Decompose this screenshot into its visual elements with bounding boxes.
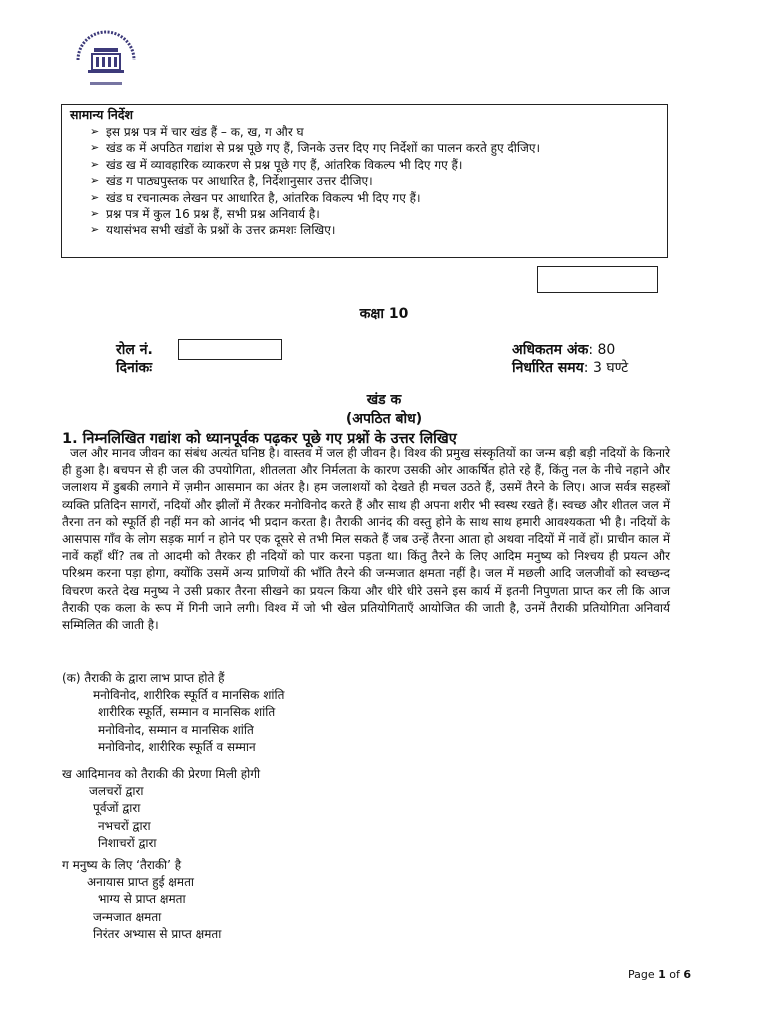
instruction-item: ➢ खंड ग पाठ्यपुस्तक पर आधारित है, निर्देशानुसार उत्तर दीजिए। bbox=[90, 173, 659, 189]
subquestion-c bbox=[62, 857, 221, 943]
max-marks-value: : 80 bbox=[588, 342, 616, 358]
passage: जल और मानव जीवन का संबंध अत्यंत घनिष्ठ है। वास्तव में जल ही जीवन है। विश्व की प्रमुख संस्कृतियों का जन्म बड़ी बड़ी नदियों के किनारे ही हुआ है। बचपन से ही जल की उपयोगिता, शीतलता और निर्मलता के कारण उसकी ओर आकर्षित होते रहे हैं, किंतु नल के नीचे नहाने और जलाशय में डुबकी लगाने में ज़मीन आसमान का अंतर है। हम जलाशयों को देखते ही मचल उठते हैं, उसमें तैरने के लिए। आज सर्वत्र सहस्त्रों व्यक्ति प्रतिदिन सागरों, नदियों और झीलों में तैरकर मनोविनोद करते हैं और साथ ही अपना शरीर भी स्वस्थ रखते हैं। स्वच्छ और शीतल जल में तैरना तन को स्फूर्ति ही नहीं मन को आनंद भी प्रदान करता है। तैराकी आनंद की वस्तु होने के साथ साथ हमारी आवश्यकता भी है। नदियों के आसपास गाँव के लोग सड़क मार्ग न होने पर एक दूसरे से तभी मिल सकते हैं जब उन्हें तैरना आता हो अथवा नदियों में नावें हों। प्राचीन काल में नावें कहाँ थीं? तब तो आदमी को तैरकर ही नदियों को पार करना पड़ता था। किंतु तैरने के लिए आदिम मनुष्य को निश्चय ही प्रयत्न और परिश्रम करना पड़ा होगा, क्योंकि उसमें अन्य प्राणियों की भाँति तैरने की जन्मजात क्षमता नहीं है। जल में मछली आदि जलजीवों को स्वच्छन्द विचरण करते देख मनुष्य ने उसी प्रकार तैरना सीखने का प्रयत्न किया और धीरे धीरे उसने इस कार्य में इतनी निपुणता प्राप्त कर ली कि आज तैराकी एक कला के रूप में गिनी जाने लगी। विश्व में जो भी खेल प्रतियोगिताएँ आयोजित की जाती है, उनमें तैराकी प्रतियोगिता अनिवार्य सम्मिलित की जाती है। bbox=[62, 446, 670, 633]
option: जन्मजात क्षमता bbox=[93, 909, 162, 924]
subquestion-prompt: (क) तैराकी के द्वारा लाभ प्राप्त होते हैं bbox=[62, 671, 225, 685]
max-marks-label: अधिकतम अंक bbox=[512, 342, 589, 358]
option: मनोविनोद, शारीरिक स्फूर्ति व सम्मान bbox=[98, 739, 256, 754]
page-prefix: Page bbox=[628, 968, 659, 981]
class-title: कक्षा 10 bbox=[359, 306, 409, 322]
time-value: : 3 घण्टे bbox=[583, 360, 629, 376]
instruction-item: ➢ इस प्रश्न पत्र में चार खंड हैं – क, ख, ग और घ bbox=[90, 124, 659, 140]
general-instructions-box bbox=[61, 104, 668, 258]
instructions-title: सामान्य निर्देश bbox=[70, 107, 134, 122]
subquestion-prompt: ख आदिमानव को तैराकी की प्रेरणा मिली होगी bbox=[62, 767, 261, 781]
instruction-item: ➢ प्रश्न पत्र में कुल 16 प्रश्न हैं, सभी प्रश्न अनिवार्य है। bbox=[90, 206, 659, 222]
option: शारीरिक स्फूर्ति, सम्मान व मानसिक शांति bbox=[98, 705, 276, 720]
option: निशाचरों द्वारा bbox=[98, 835, 157, 850]
roll-number-box bbox=[178, 339, 282, 360]
instruction-item: ➢ खंड घ रचनात्मक लेखन पर आधारित है, आंतरिक विकल्प भी दिए गए हैं। bbox=[90, 190, 659, 206]
subquestion-prompt: ग मनुष्य के लिए ‘तैराकी’ है bbox=[62, 858, 182, 872]
page-number bbox=[628, 968, 691, 981]
instructions-list bbox=[70, 124, 659, 239]
date-label: दिनांकः bbox=[116, 360, 153, 376]
page-current: 1 bbox=[658, 968, 666, 981]
option: अनायास प्राप्त हुई क्षमता bbox=[87, 875, 195, 890]
option: निरंतर अभ्यास से प्राप्त क्षमता bbox=[93, 926, 222, 941]
option: मनोविनोद, सम्मान व मानसिक शांति bbox=[98, 722, 254, 737]
option: जलचरों द्वारा bbox=[89, 784, 144, 799]
option: भाग्य से प्राप्त क्षमता bbox=[98, 892, 186, 907]
section-title: खंड क bbox=[366, 392, 402, 408]
page-total: 6 bbox=[683, 968, 692, 981]
page-of: of bbox=[665, 968, 684, 981]
subquestion-a bbox=[62, 670, 284, 756]
instruction-item: ➢ यथासंभव सभी खंडों के प्रश्नों के उत्तर क्रमशः लिखिए। bbox=[90, 222, 659, 238]
code-box bbox=[537, 266, 658, 293]
section-subtitle: (अपठित बोध) bbox=[345, 411, 423, 427]
max-marks bbox=[512, 340, 615, 359]
time-label: निर्धारित समय bbox=[512, 360, 584, 376]
option: मनोविनोद, शारीरिक स्फूर्ति व मानसिक शांति bbox=[93, 688, 285, 703]
option: नभचरों द्वारा bbox=[98, 818, 151, 833]
instruction-item: ➢ खंड क में अपठित गद्यांश से प्रश्न पूछे गए हैं, जिनके उत्तर दिए गए निर्देशों का पालन करते हुए दीजिए। bbox=[90, 140, 659, 156]
question-1-title: 1. निम्नलिखित गद्यांश को ध्यानपूर्वक पढ़कर पूछे गए प्रश्नों के उत्तर लिखिए bbox=[62, 431, 457, 447]
option: पूर्वजों द्वारा bbox=[93, 801, 141, 816]
instruction-item: ➢ खंड ख में व्यावहारिक व्याकरण से प्रश्न पूछे गए हैं, आंतरिक विकल्प भी दिए गए हैं। bbox=[90, 157, 659, 173]
subquestion-b bbox=[62, 766, 260, 852]
school-crest-icon bbox=[72, 30, 140, 92]
allotted-time bbox=[512, 358, 628, 377]
roll-number-label: रोल नं. bbox=[116, 342, 153, 358]
